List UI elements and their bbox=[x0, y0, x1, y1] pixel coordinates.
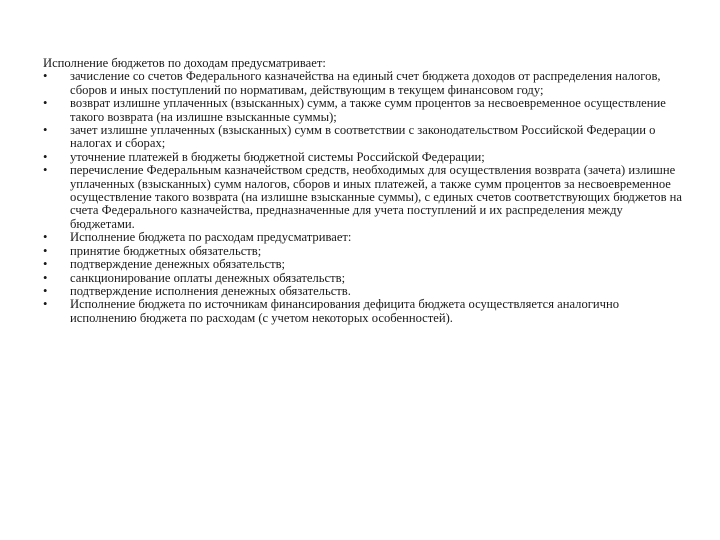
bullet-icon: • bbox=[43, 69, 48, 84]
bullet-icon: • bbox=[43, 163, 48, 178]
list-item-text: санкционирование оплаты денежных обязательств; bbox=[70, 270, 346, 285]
list-item bbox=[43, 70, 688, 97]
intro-line: Исполнение бюджетов по доходам предусматривает: bbox=[43, 56, 326, 70]
list-item bbox=[43, 151, 688, 164]
list-item-text: зачет излишне уплаченных (взысканных) сумм в соответствии с законодательством Российской Федерации о налогах и сборах; bbox=[70, 123, 656, 151]
list-item-text: подтверждение исполнения денежных обязательств. bbox=[70, 283, 351, 298]
list-item bbox=[43, 285, 688, 298]
bullet-icon: • bbox=[43, 230, 48, 245]
list-item-text: подтверждение денежных обязательств; bbox=[70, 257, 286, 272]
bullet-icon: • bbox=[43, 123, 48, 138]
list-item bbox=[43, 272, 688, 285]
bullet-icon: • bbox=[43, 283, 48, 298]
list-item bbox=[43, 97, 688, 124]
text-body bbox=[43, 57, 688, 325]
list-item bbox=[43, 245, 688, 258]
list-item bbox=[43, 124, 688, 151]
list-item-text: принятие бюджетных обязательств; bbox=[70, 243, 262, 258]
list-item-text: уточнение платежей в бюджеты бюджетной системы Российской Федерации; bbox=[70, 149, 485, 164]
list-item-text: Исполнение бюджета по расходам предусматривает: bbox=[70, 230, 352, 245]
list-item bbox=[43, 231, 688, 244]
bullet-icon: • bbox=[43, 243, 48, 258]
bullet-list bbox=[43, 70, 688, 325]
list-item bbox=[43, 258, 688, 271]
bullet-icon: • bbox=[43, 257, 48, 272]
list-item-text: Исполнение бюджета по источникам финансирования дефицита бюджета осуществляется аналогично исполнению бюджета по расходам (с учетом некоторых особенностей). bbox=[70, 297, 620, 325]
bullet-icon: • bbox=[43, 270, 48, 285]
list-item bbox=[43, 298, 688, 325]
list-item bbox=[43, 164, 688, 231]
list-item-text: возврат излишне уплаченных (взысканных) сумм, а также сумм процентов за несвоевременное осуществление такого возврата (на излишне взысканные суммы); bbox=[70, 96, 666, 124]
bullet-icon: • bbox=[43, 297, 48, 312]
list-item-text: зачисление со счетов Федерального казначейства на единый счет бюджета доходов от распределения налогов, сборов и иных поступлений по нормативам, действующим в текущем финансовом году; bbox=[70, 69, 661, 97]
bullet-icon: • bbox=[43, 149, 48, 164]
list-item-text: перечисление Федеральным казначейством средств, необходимых для осуществления возврата (зачета) излишне уплаченных (взысканных) сумм налогов, сборов и иных платежей, а также сумм процентов за несвоевременное осуществление такого возврата (на излишне взысканные суммы), с единых счетов соответствующих бюджетов на счета Федерального казначейства, предназначенные для учета поступлений и их распределения между бюджетами. bbox=[70, 163, 683, 231]
bullet-icon: • bbox=[43, 96, 48, 111]
